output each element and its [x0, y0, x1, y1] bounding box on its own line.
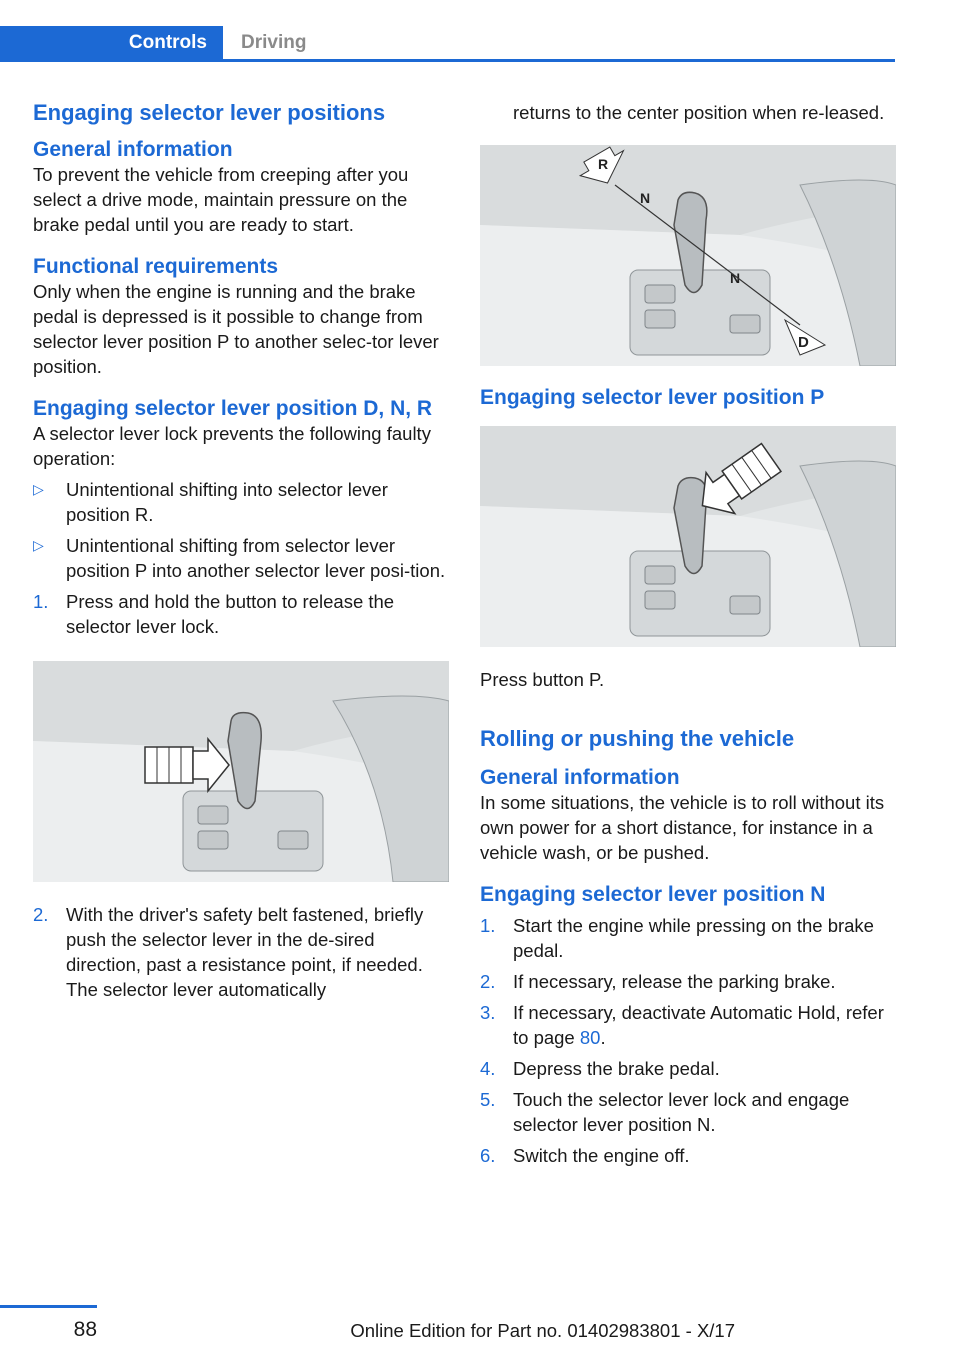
rolling-general-heading: General information	[480, 766, 680, 789]
engage-p-heading: Engaging selector lever position P	[480, 386, 825, 409]
engage-dnr-text: A selector lever lock prevents the following faulty operation:	[33, 423, 431, 469]
step-number: 2.	[480, 971, 496, 992]
step-number: 1.	[480, 915, 496, 936]
engage-n-heading: Engaging selector lever position N	[480, 883, 826, 906]
list-item: 1. Start the engine while pressing on the brake pedal.	[480, 915, 874, 961]
general-info-heading: General information	[33, 138, 233, 161]
list-item: 2. If necessary, release the parking brake.	[480, 971, 836, 992]
footer-rule	[0, 1305, 97, 1308]
engage-dnr-heading: Engaging selector lever position D, N, R	[33, 397, 433, 420]
edition-note: Online Edition for Part no. 01402983801 - X/17	[350, 1320, 735, 1341]
functional-requirements-text: Only when the engine is running and the brake pedal is depressed is it possible to change from selector lever position P to another selec-tor lever position.	[33, 281, 439, 377]
step-number: 5.	[480, 1089, 496, 1110]
continued-text: returns to the center position when re-leased.	[513, 102, 885, 123]
step-number: 6.	[480, 1145, 496, 1166]
list-item: 5. Touch the selector lever lock and engage selector lever position N.	[480, 1089, 850, 1135]
right-column	[480, 100, 896, 1174]
section-title: Engaging selector lever positions	[33, 100, 386, 125]
tab-controls[interactable]: Controls	[0, 26, 223, 59]
press-p-text: Press button P.	[480, 669, 605, 690]
list-item: ▷ Unintentional shifting into selector lever position R.	[33, 479, 388, 525]
page-header	[0, 26, 895, 62]
bullet-triangle-icon: ▷	[33, 537, 44, 553]
list-item: 6. Switch the engine off.	[480, 1145, 690, 1166]
bullet-triangle-icon: ▷	[33, 481, 44, 497]
step-number: 1.	[33, 591, 49, 612]
general-info-text: To prevent the vehicle from creeping after you select a drive mode, maintain pressure on the brake pedal until you are ready to start.	[33, 164, 409, 235]
functional-requirements-heading: Functional requirements	[33, 255, 279, 278]
step-list-continued	[33, 902, 449, 1002]
rolling-title: Rolling or pushing the vehicle	[480, 726, 795, 751]
figure-selector-lever-lock-button	[33, 661, 449, 882]
list-item: 3. If necessary, deactivate Automatic Hold, refer to page 80.	[480, 1002, 884, 1048]
page-number: 88	[73, 1318, 97, 1341]
figure-selector-lever-directions	[480, 145, 896, 366]
step-number: 3.	[480, 1002, 496, 1023]
figure-press-button-p	[480, 426, 896, 647]
faulty-operation-list	[33, 477, 449, 639]
list-item: 1. Press and hold the button to release the selector lever lock.	[33, 591, 395, 637]
fig-label-r: R	[598, 156, 609, 172]
rolling-general-text: In some situations, the vehicle is to roll without its own power for a short distance, for instance in a vehicle wash, or be pushed.	[480, 792, 885, 863]
fig-label-n1: N	[640, 190, 651, 206]
list-item: 2. With the driver's safety belt fastened, briefly push the selector lever in the de-sired direction, past a resistance point, if needed. The selector lever automatically	[33, 904, 424, 1000]
page-reference-link[interactable]: 80	[579, 1027, 601, 1048]
list-item: 4. Depress the brake pedal.	[480, 1058, 720, 1079]
step-number: 2.	[33, 904, 49, 925]
fig-label-d: D	[798, 334, 809, 351]
header-rule	[0, 59, 895, 62]
tab-driving[interactable]: Driving	[241, 32, 307, 53]
step-number: 4.	[480, 1058, 496, 1079]
engage-n-steps	[480, 913, 896, 1168]
left-column	[33, 100, 449, 1008]
list-item: ▷ Unintentional shifting from selector lever position P into another selector lever posi-tion.	[33, 535, 446, 581]
fig-label-n2: N	[730, 270, 741, 286]
